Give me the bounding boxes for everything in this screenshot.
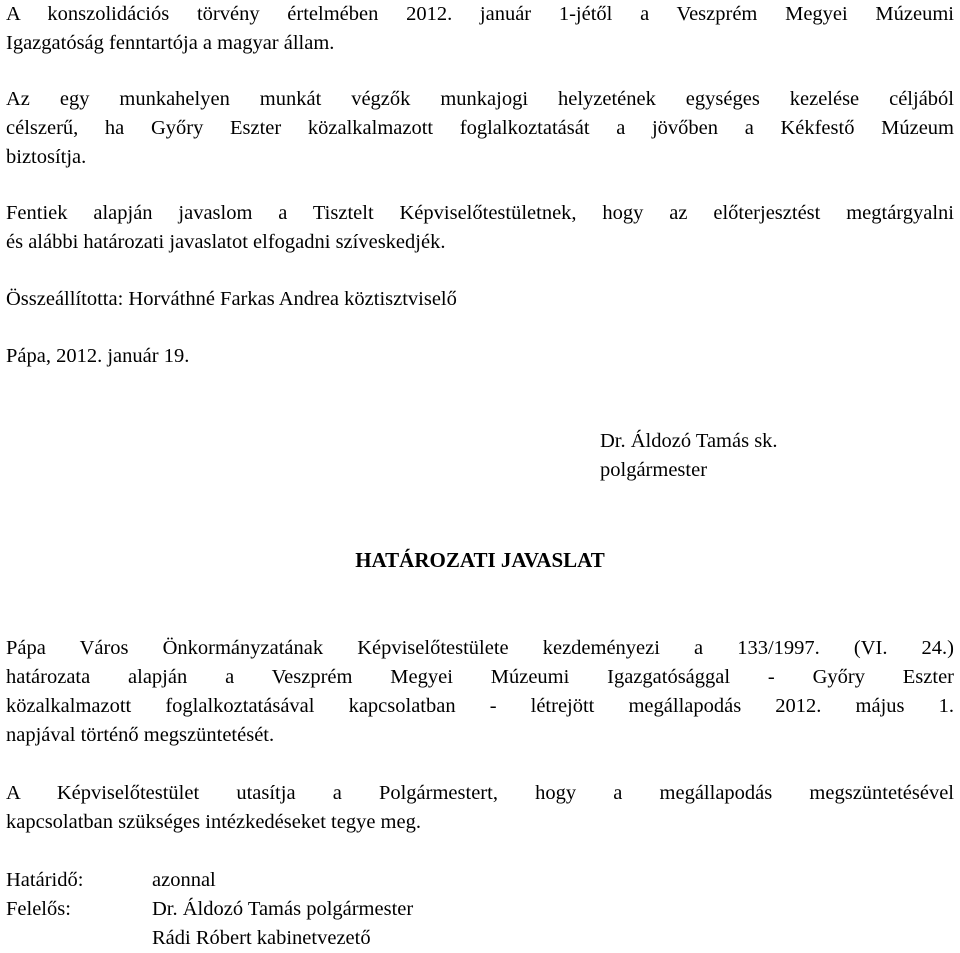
deadline-value: azonnal xyxy=(152,869,216,891)
deadline-row xyxy=(6,866,413,895)
paragraph-employment xyxy=(6,85,954,172)
text-line: Az egy munkahelyen munkát végzők munkajogi helyzetének egységes kezelése céljából xyxy=(6,88,954,110)
text-line: és alábbi határozati javaslatot elfogadni szíveskedjék. xyxy=(6,231,446,253)
paragraph-instruction xyxy=(6,779,954,837)
compiled-by: Összeállította: Horváthné Farkas Andrea köztisztviselő xyxy=(6,288,457,310)
signatory-title: polgármester xyxy=(600,459,708,481)
signatory-name: Dr. Áldozó Tamás sk. xyxy=(600,430,778,452)
paragraph-consolidation xyxy=(6,0,954,58)
deadline-label: Határidő: xyxy=(6,869,84,891)
responsible-label: Felelős: xyxy=(6,898,71,920)
text-line: közalkalmazott foglalkoztatásával kapcsolatban - létrejött megállapodás 2012. május 1. xyxy=(6,695,954,717)
deadline-responsible-block xyxy=(6,866,413,953)
responsible-value: Dr. Áldozó Tamás polgármester xyxy=(152,898,414,920)
text-line: célszerű, ha Győry Eszter közalkalmazott foglalkoztatását a jövőben a Kékfestő Múzeum xyxy=(6,117,954,139)
text-line: napjával történő megszüntetését. xyxy=(6,724,275,746)
text-line: Pápa Város Önkormányzatának Képviselőtestülete kezdeményezi a 133/1997. (VI. 24.) xyxy=(6,637,954,659)
text-line: A Képviselőtestület utasítja a Polgármestert, hogy a megállapodás megszüntetésével xyxy=(6,782,954,804)
responsible-row xyxy=(6,895,413,924)
paragraph-resolution xyxy=(6,634,954,750)
text-line: biztosítja. xyxy=(6,146,87,168)
responsible-row-2 xyxy=(6,924,413,953)
place-date: Pápa, 2012. január 19. xyxy=(6,345,190,367)
paragraph-proposal xyxy=(6,199,954,257)
signature-block xyxy=(600,427,778,485)
text-line: A konszolidációs törvény értelmében 2012. január 1-jétől a Veszprém Megyei Múzeumi xyxy=(6,3,954,25)
text-line: Igazgatóság fenntartója a magyar állam. xyxy=(6,32,335,54)
text-line: kapcsolatban szükséges intézkedéseket tegye meg. xyxy=(6,811,421,833)
text-line: Fentiek alapján javaslom a Tisztelt Képviselőtestületnek, hogy az előterjesztést megtárgyalni xyxy=(6,202,954,224)
responsible-value: Rádi Róbert kabinetvezető xyxy=(152,927,371,949)
resolution-heading: HATÁROZATI JAVASLAT xyxy=(355,548,605,572)
text-line: határozata alapján a Veszprém Megyei Múzeumi Igazgatósággal - Győry Eszter xyxy=(6,666,954,688)
